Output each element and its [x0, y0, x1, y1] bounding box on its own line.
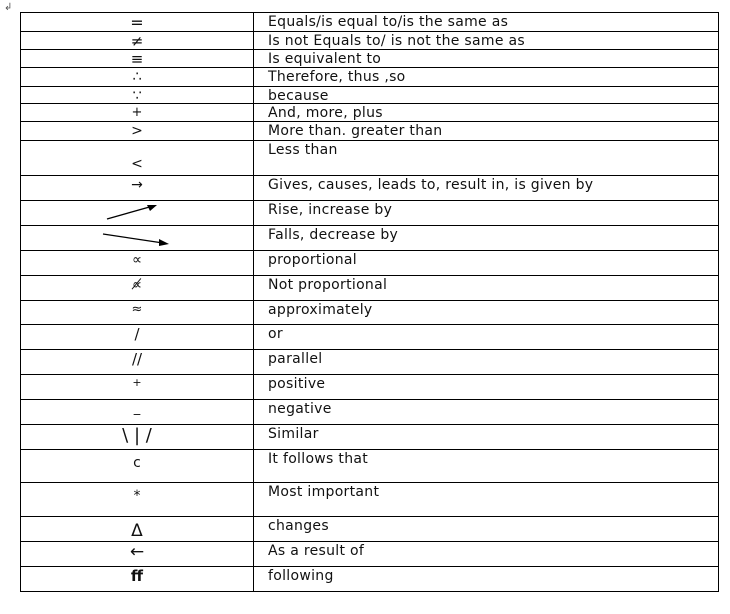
symbol-cell [21, 350, 254, 375]
meaning-cell [254, 251, 719, 276]
meaning-text: Less than [268, 142, 338, 158]
table-row [21, 68, 719, 87]
symbol-cell [21, 201, 254, 226]
meaning-text: Equals/is equal to/is the same as [268, 14, 509, 30]
meaning-cell [254, 50, 719, 68]
symbol-cell [21, 400, 254, 425]
table-row [21, 567, 719, 592]
table-row [21, 301, 719, 325]
meaning-text: And, more, plus [268, 105, 383, 121]
symbol-cell [21, 122, 254, 141]
meaning-cell [254, 567, 719, 592]
meaning-cell [254, 176, 719, 201]
meaning-text: negative [268, 401, 332, 417]
table-row [21, 425, 719, 450]
table-row [21, 226, 719, 251]
symbol-cell [21, 450, 254, 483]
symbol-glyph: ≠ [130, 32, 144, 50]
meaning-text: Therefore, thus ,so [268, 69, 406, 85]
meaning-text: approximately [268, 302, 373, 318]
meaning-cell [254, 32, 719, 50]
symbol-glyph: _ [133, 401, 141, 416]
table-row [21, 141, 719, 176]
symbol-cell [21, 141, 254, 176]
meaning-text: It follows that [268, 451, 369, 467]
symbol-cell [21, 176, 254, 201]
symbol-cell [21, 567, 254, 592]
symbol-glyph: ≈ [131, 302, 143, 317]
symbol-cell [21, 483, 254, 517]
symbol-glyph: > [131, 123, 143, 139]
meaning-text: Is not Equals to/ is not the same as [268, 33, 525, 49]
meaning-text: Most important [268, 484, 380, 500]
paragraph-mark: ↲ [4, 2, 13, 13]
meaning-cell [254, 375, 719, 400]
table-row [21, 13, 719, 32]
meaning-text: Is equivalent to [268, 51, 382, 67]
meaning-text: As a result of [268, 543, 365, 559]
symbol-glyph: ff [130, 567, 144, 585]
meaning-cell [254, 400, 719, 425]
table-row [21, 400, 719, 425]
rising-arrow-icon [77, 201, 197, 224]
table-row [21, 375, 719, 400]
symbol-glyph: ← [129, 542, 145, 562]
meaning-cell [254, 301, 719, 325]
symbol-cell [21, 226, 254, 251]
table-row [21, 176, 719, 201]
table-row [21, 483, 719, 517]
meaning-text: More than. greater than [268, 123, 443, 139]
meaning-text: Gives, causes, leads to, result in, is given by [268, 177, 594, 193]
meaning-cell [254, 226, 719, 251]
meaning-text: parallel [268, 351, 323, 367]
symbol-glyph: + [132, 376, 142, 389]
meaning-text: positive [268, 376, 326, 392]
symbol-glyph: ≡ [130, 50, 144, 68]
meaning-cell [254, 483, 719, 517]
meaning-text: Not proportional [268, 277, 388, 293]
table-row [21, 450, 719, 483]
meaning-cell [254, 87, 719, 104]
symbol-glyph: + [131, 105, 143, 120]
table-row [21, 542, 719, 567]
symbol-cell [21, 425, 254, 450]
table-row [21, 517, 719, 542]
symbol-cell [21, 13, 254, 32]
meaning-cell [254, 68, 719, 87]
symbol-glyph: ∵ [132, 88, 142, 104]
table-row [21, 122, 719, 141]
symbol-cell [21, 87, 254, 104]
meaning-cell [254, 276, 719, 301]
symbol-glyph: // [131, 350, 143, 368]
meaning-cell [254, 517, 719, 542]
symbol-cell [21, 517, 254, 542]
meaning-cell [254, 201, 719, 226]
meaning-text: changes [268, 518, 329, 534]
table-row [21, 104, 719, 122]
symbol-glyph: ∝̸ [131, 277, 142, 293]
meaning-text: Falls, decrease by [268, 227, 399, 243]
symbol-cell [21, 251, 254, 276]
symbol-cell [21, 325, 254, 350]
table-row [21, 350, 719, 375]
table-row [21, 50, 719, 68]
meaning-text: proportional [268, 252, 357, 268]
symbol-glyph: ∝ [131, 252, 142, 268]
symbol-cell [21, 276, 254, 301]
meaning-cell [254, 104, 719, 122]
symbol-cell [21, 50, 254, 68]
symbol-glyph: \ | / [122, 425, 152, 446]
symbol-cell [21, 542, 254, 567]
falling-arrow-icon [77, 226, 197, 249]
meaning-text: following [268, 568, 334, 584]
symbol-glyph: / [134, 325, 140, 343]
symbol-cell [21, 375, 254, 400]
meaning-cell [254, 450, 719, 483]
meaning-cell [254, 542, 719, 567]
symbol-glyph: Δ [131, 521, 143, 541]
symbol-cell [21, 301, 254, 325]
symbol-cell [21, 32, 254, 50]
meaning-text: Rise, increase by [268, 202, 393, 218]
meaning-text: or [268, 326, 283, 342]
table-row [21, 276, 719, 301]
meaning-text: because [268, 88, 329, 104]
meaning-cell [254, 122, 719, 141]
symbol-glyph: → [131, 177, 143, 193]
symbols-table [20, 12, 719, 592]
symbol-glyph: = [130, 13, 144, 32]
table-row [21, 201, 719, 226]
meaning-cell [254, 350, 719, 375]
meaning-cell [254, 425, 719, 450]
table-row [21, 32, 719, 50]
symbol-glyph: ∴ [132, 69, 142, 85]
table-row [21, 87, 719, 104]
symbol-glyph: c [133, 455, 141, 471]
meaning-cell [254, 325, 719, 350]
meaning-text: Similar [268, 426, 319, 442]
symbol-cell [21, 104, 254, 122]
symbols-table-body [21, 13, 719, 592]
symbol-glyph: < [131, 156, 143, 172]
meaning-cell [254, 141, 719, 176]
symbol-glyph: * [133, 488, 141, 504]
table-row [21, 325, 719, 350]
table-row [21, 251, 719, 276]
meaning-cell [254, 13, 719, 32]
symbol-cell [21, 68, 254, 87]
